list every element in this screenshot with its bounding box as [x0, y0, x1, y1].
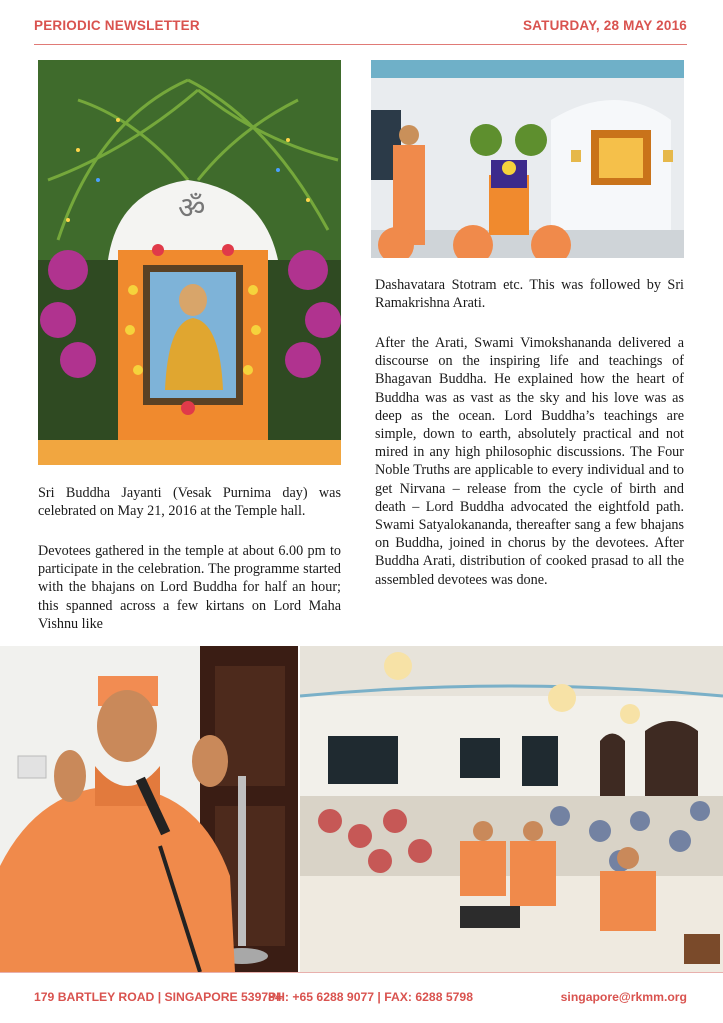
footer-divider	[0, 972, 723, 973]
paragraph-devotees: Devotees gathered in the temple at about 6.00 pm to participate in the celebration. The programme started with the bhajans on Lord Buddha for half an hour; this spanned across a few kirtans on Lord Maha Vishnu like	[38, 543, 341, 632]
newsletter-date: SATURDAY, 28 MAY 2016	[522, 18, 687, 33]
swami-discourse-photo	[0, 646, 298, 972]
devotees-hall-photo	[300, 646, 723, 972]
buddha-altar-photo	[38, 60, 341, 465]
newsletter-title: PERIODIC NEWSLETTER	[34, 18, 200, 33]
paragraph-celebration: Sri Buddha Jayanti (Vesak Purnima day) was celebrated on May 21, 2016 at the Temple hall.	[38, 485, 341, 520]
footer-address: 179 BARTLEY ROAD | SINGAPORE 539784	[34, 990, 282, 1004]
header-divider	[34, 44, 687, 45]
footer-email-link[interactable]: singapore@rkmm.org	[560, 990, 687, 1004]
paragraph-discourse: After the Arati, Swami Vimokshananda delivered a discourse on the inspiring life and teachings of Bhagavan Buddha. He explained how the heart of Buddha was as vast as the sky and his love was as deep as the ocean. Lord Buddha’s teachings are simple, down to earth, absolutely practical and not mired in any high philosophic discussions. The Four Noble Truths are applicable to every individual and to get Nirvana – release from the cycle of birth and death – Lord Buddha advocated the eightfold path. Swami Satyalokananda, thereafter sang a few bhajans on Buddha, joined in chorus by the devotees. After Buddha Arati, distribution of cooked prasad to all the assembled devotees was done.	[375, 335, 684, 588]
shrine-arati-photo	[371, 60, 684, 258]
svg-text:ॐ: ॐ	[178, 191, 206, 226]
footer-contact: PH: +65 6288 9077 | FAX: 6288 5798	[268, 990, 473, 1004]
paragraph-arati: Dashavatara Stotram etc. This was followed by Sri Ramakrishna Arati.	[375, 277, 684, 312]
